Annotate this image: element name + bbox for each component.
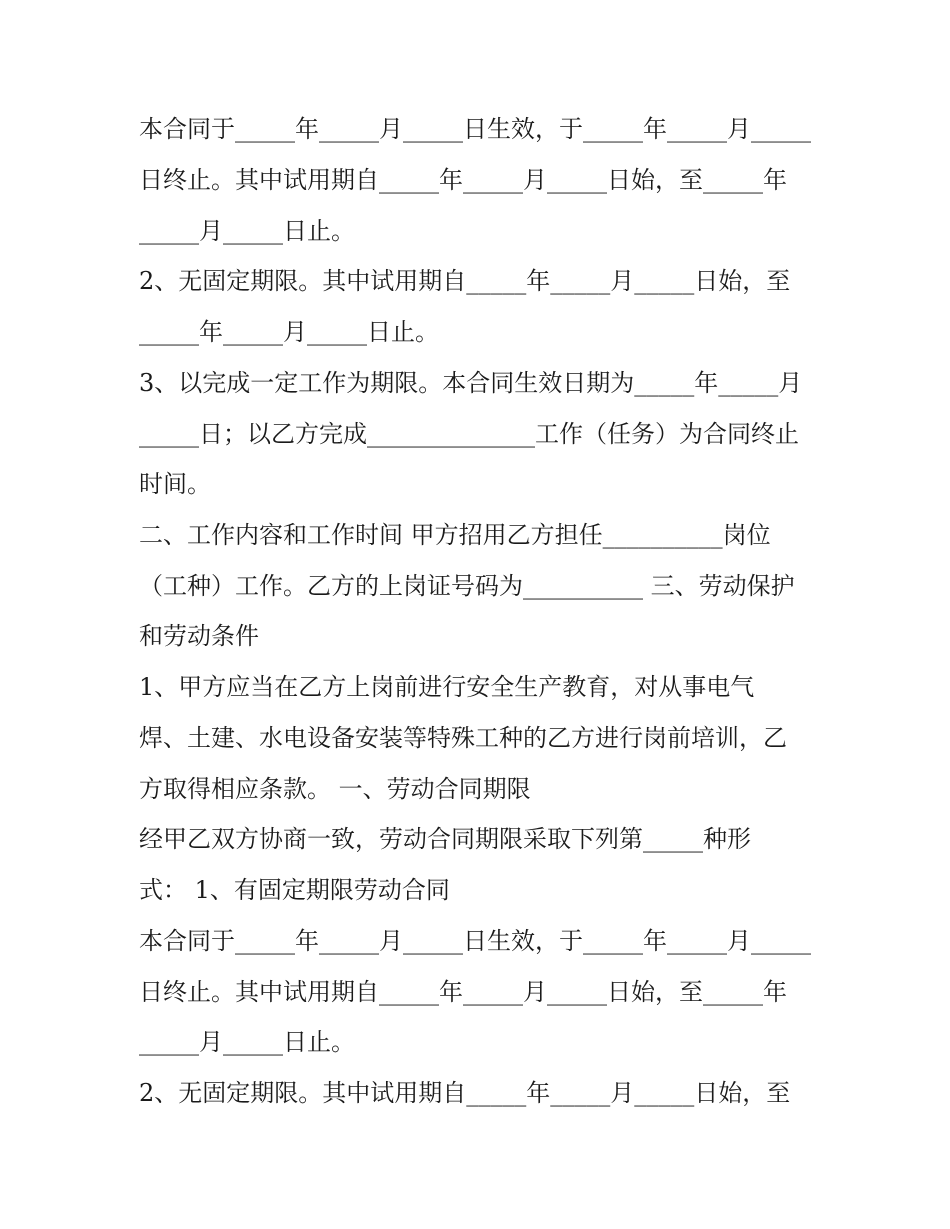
text-line: 本合同于_____年_____月_____日生效，于_____年_____月_____ <box>139 927 811 955</box>
text-line: 式： 1、有固定期限劳动合同 <box>139 876 450 904</box>
text-line: （工种）工作。乙方的上岗证号码为__________ 三、劳动保护 <box>139 572 795 600</box>
text-line: 1、甲方应当在乙方上岗前进行安全生产教育，对从事电气 <box>139 673 755 701</box>
text-line: 方取得相应条款。 一、劳动合同期限 <box>139 775 531 803</box>
text-line: 2、无固定期限。其中试用期自_____年_____月_____日始，至 <box>139 1079 791 1107</box>
text-line: 本合同于_____年_____月_____日生效，于_____年_____月_____ <box>139 115 811 143</box>
text-line: 2、无固定期限。其中试用期自_____年_____月_____日始，至 <box>139 267 791 295</box>
text-line: 3、以完成一定工作为期限。本合同生效日期为_____年_____月 <box>139 369 803 397</box>
text-line: _____日；以乙方完成______________工作（任务）为合同终止 <box>139 420 799 448</box>
text-line: 二、工作内容和工作时间 甲方招用乙方担任__________岗位 <box>139 521 771 549</box>
text-line: 和劳动条件 <box>139 622 259 650</box>
text-line: _____年_____月_____日止。 <box>139 318 439 346</box>
text-line: _____月_____日止。 <box>139 1028 355 1056</box>
text-line: 经甲乙双方协商一致，劳动合同期限采取下列第_____种形 <box>139 825 751 853</box>
text-line: 日终止。其中试用期自_____年_____月_____日始，至_____年 <box>139 978 787 1006</box>
text-line: 焊、土建、水电设备安装等特殊工种的乙方进行岗前培训，乙 <box>139 724 787 752</box>
text-line: 日终止。其中试用期自_____年_____月_____日始，至_____年 <box>139 166 787 194</box>
text-line: 时间。 <box>139 470 211 498</box>
text-line: _____月_____日止。 <box>139 217 355 245</box>
